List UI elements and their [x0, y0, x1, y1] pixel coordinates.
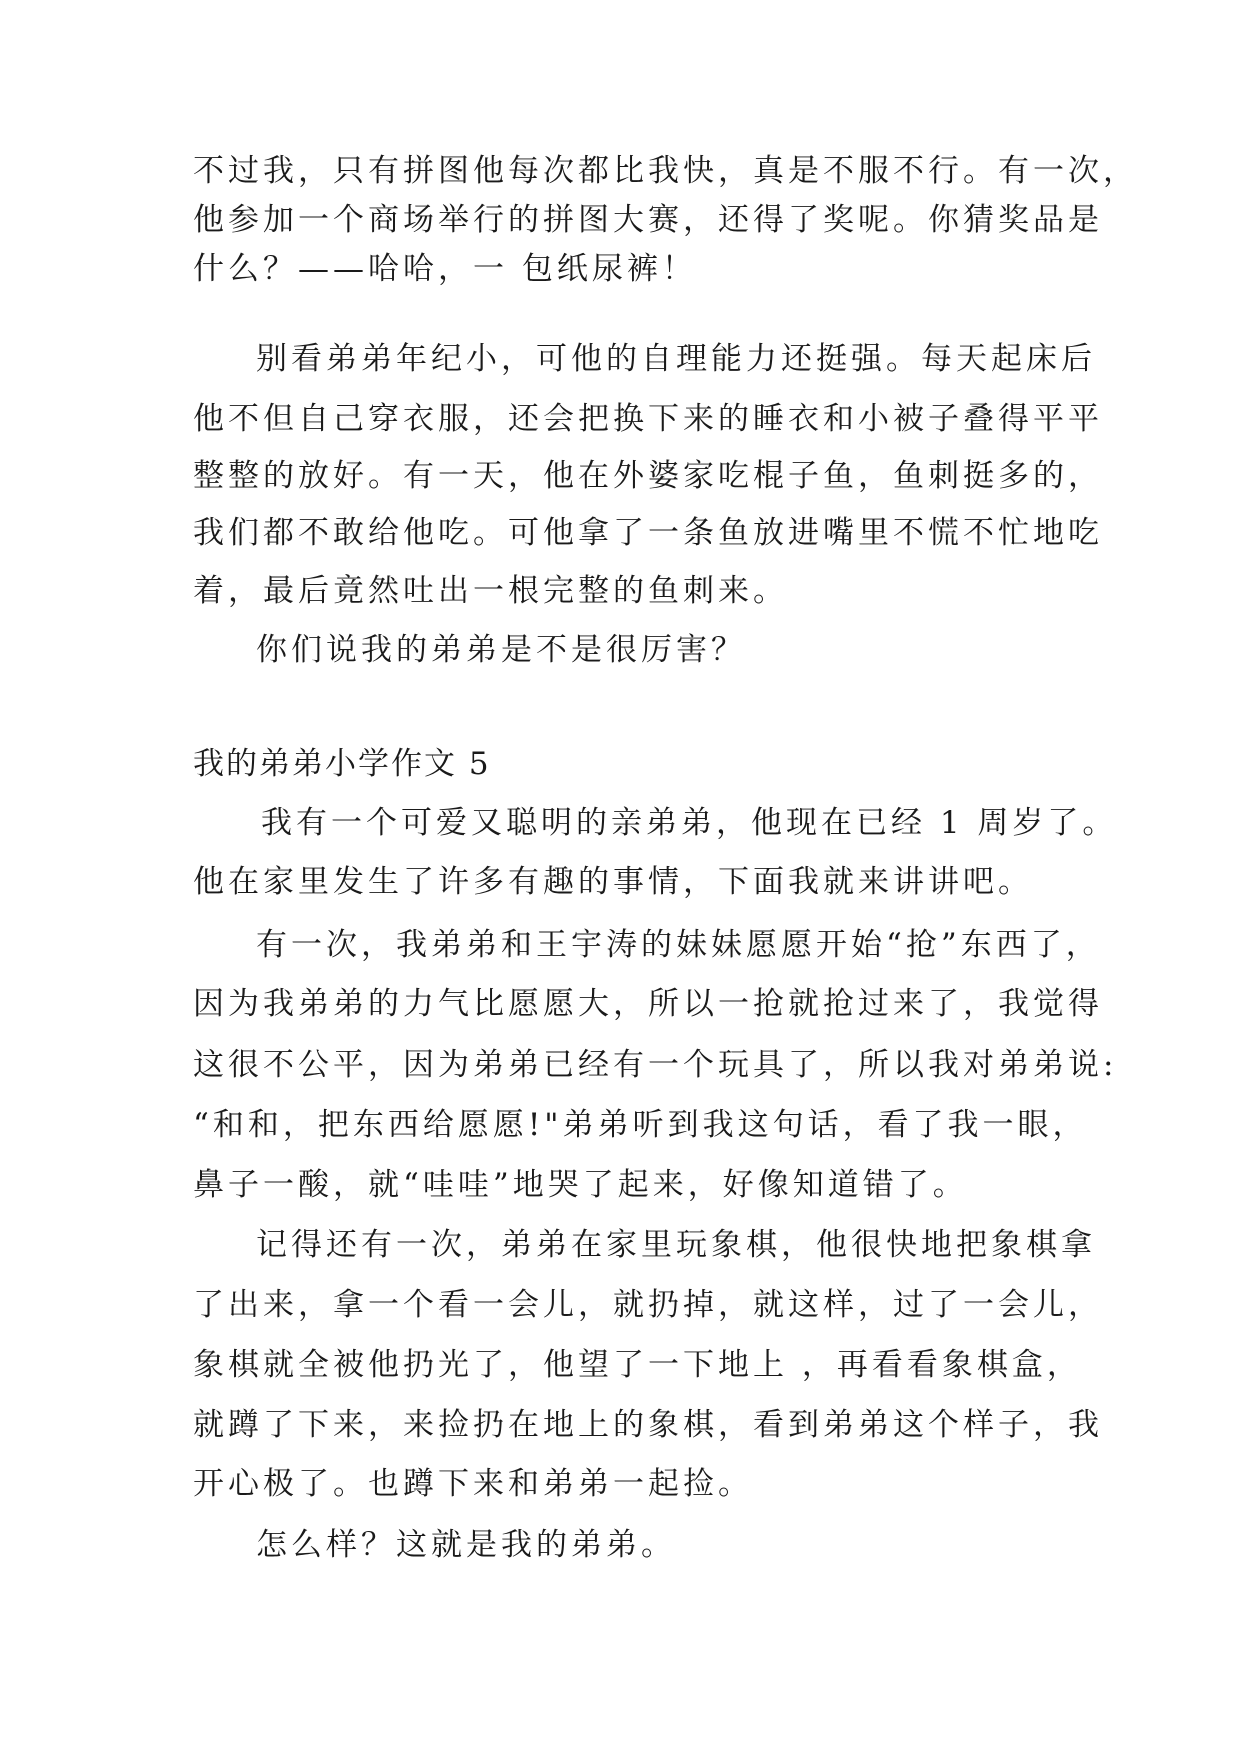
section-title: 我的弟弟小学作文 5 [193, 746, 491, 782]
text-line: 不过我，只有拼图他每次都比我快，真是不服不行。有一次， [193, 153, 1138, 189]
text-line: 你们说我的弟弟是不是很厉害？ [256, 632, 746, 668]
text-line: 别看弟弟年纪小，可他的自理能力还挺强。每天起床后 [256, 341, 1096, 377]
text-line: 就蹲了下来，来捡扔在地上的象棋，看到弟弟这个样子，我 [193, 1407, 1103, 1443]
text-line: “和和，把东西给愿愿!"弟弟听到我这句话，看了我一眼， [193, 1107, 1088, 1143]
text-line: 鼻子一酸，就“哇哇”地哭了起来，好像知道错了。 [193, 1167, 968, 1203]
text-line: 怎么样？这就是我的弟弟。 [256, 1527, 676, 1563]
text-line: 着，最后竟然吐出一根完整的鱼刺来。 [193, 573, 788, 609]
text-line: 这很不公平，因为弟弟已经有一个玩具了，所以我对弟弟说: [193, 1047, 1118, 1083]
text-line: 他不但自己穿衣服，还会把换下来的睡衣和小被子叠得平平 [193, 401, 1103, 437]
text-line: 什么？——哈哈，一 包纸尿裤！ [193, 251, 697, 287]
text-line: 记得还有一次，弟弟在家里玩象棋，他很快地把象棋拿 [256, 1227, 1096, 1263]
text-line: 因为我弟弟的力气比愿愿大，所以一抢就抢过来了，我觉得 [193, 986, 1103, 1022]
text-line: 了出来，拿一个看一会儿，就扔掉，就这样，过了一会儿， [193, 1287, 1103, 1323]
text-line: 象棋就全被他扔光了，他望了一下地上 ，再看看象棋盒， [193, 1347, 1082, 1383]
text-line: 他在家里发生了许多有趣的事情，下面我就来讲讲吧。 [193, 864, 1033, 900]
text-line: 他参加一个商场举行的拼图大赛，还得了奖呢。你猜奖品是 [193, 202, 1103, 238]
text-line: 整整的放好。有一天，他在外婆家吃棍子鱼，鱼刺挺多的， [193, 458, 1103, 494]
text-line: 我们都不敢给他吃。可他拿了一条鱼放进嘴里不慌不忙地吃 [193, 515, 1103, 551]
text-line: 开心极了。也蹲下来和弟弟一起捡。 [193, 1466, 753, 1502]
text-line: 有一次，我弟弟和王宇涛的妹妹愿愿开始“抢”东西了， [256, 927, 1101, 963]
text-line: 我有一个可爱又聪明的亲弟弟，他现在已经 1 周岁了。 [261, 805, 1118, 841]
